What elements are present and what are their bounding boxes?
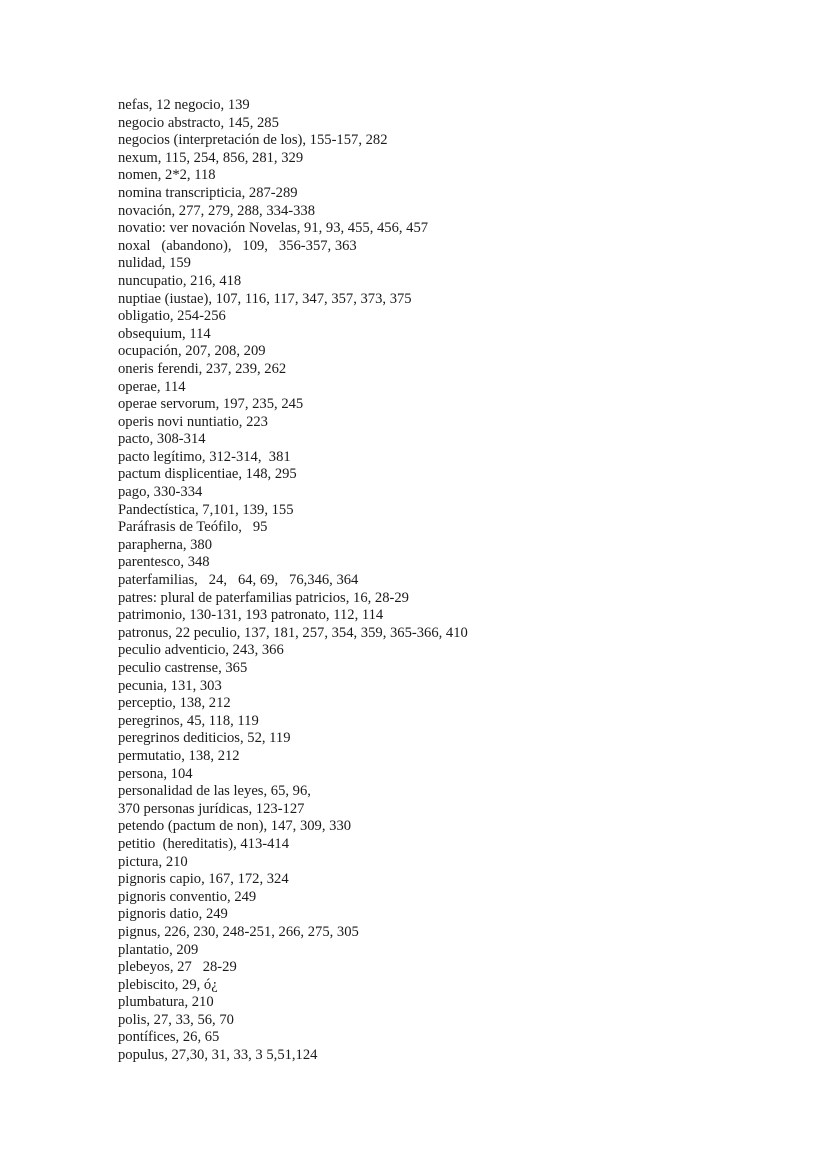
index-entry: petendo (pactum de non), 147, 309, 330 <box>118 818 352 835</box>
index-entry: negocios (interpretación de los), 155-157, 282 <box>118 132 388 149</box>
index-entry: novación, 277, 279, 288, 334-338 <box>118 202 315 219</box>
index-entry: pactum displicentiae, 148, 295 <box>118 466 297 483</box>
index-entry: patrimonio, 130-131, 193 patronato, 112, 114 <box>118 607 384 624</box>
index-entry: nulidad, 159 <box>118 255 191 272</box>
index-entry: populus, 27,30, 31, 33, 3 5,51,124 <box>118 1047 318 1064</box>
index-entry: plumbatura, 210 <box>118 994 214 1011</box>
index-entry: novatio: ver novación Novelas, 91, 93, 455, 456, 457 <box>118 220 429 237</box>
index-entry: obsequium, 114 <box>118 325 211 342</box>
index-entry: operis novi nuntiatio, 223 <box>118 413 268 430</box>
index-entry: nefas, 12 negocio, 139 <box>118 97 250 113</box>
index-entry: nuncupatio, 216, 418 <box>118 272 242 289</box>
index-entry: negocio abstracto, 145, 285 <box>118 114 279 131</box>
index-entry: operae, 114 <box>118 378 186 395</box>
index-entry: obligatio, 254-256 <box>118 308 226 325</box>
index-entry: nomina transcripticia, 287-289 <box>118 184 298 201</box>
index-entry: pignoris datio, 249 <box>118 906 228 923</box>
index-entry: persona, 104 <box>118 765 193 782</box>
index-entry: plantatio, 209 <box>118 941 199 958</box>
index-entry: ocupación, 207, 208, 209 <box>118 343 266 360</box>
index-entry: polis, 27, 33, 56, 70 <box>118 1011 234 1028</box>
index-entry: personalidad de las leyes, 65, 96, <box>118 783 311 800</box>
index-entry: peregrinos, 45, 118, 119 <box>118 712 259 729</box>
index-entry: pontífices, 26, 65 <box>118 1029 220 1046</box>
index-entry: pacto legítimo, 312-314, 381 <box>118 448 291 465</box>
index-entry: noxal (abandono), 109, 356-357, 363 <box>118 237 357 254</box>
index-entry: peregrinos dediticios, 52, 119 <box>118 730 291 747</box>
index-entry: plebiscito, 29, ó¿ <box>118 976 218 993</box>
index-entry: parentesco, 348 <box>118 554 210 571</box>
index-entry: patres: plural de paterfamilias patricios, 16, 28-29 <box>118 589 409 606</box>
index-entry: perceptio, 138, 212 <box>118 695 231 712</box>
index-entry: 370 personas jurídicas, 123-127 <box>118 800 305 817</box>
index-entry: pictura, 210 <box>118 853 188 870</box>
index-entry: pago, 330-334 <box>118 484 203 501</box>
index-entry: pignoris capio, 167, 172, 324 <box>118 871 289 888</box>
index-entry: pignus, 226, 230, 248-251, 266, 275, 305 <box>118 923 359 940</box>
index-entry: nuptiae (iustae), 107, 116, 117, 347, 357, 373, 375 <box>118 290 412 307</box>
index-entry: pignoris conventio, 249 <box>118 888 257 905</box>
index-entry: oneris ferendi, 237, 239, 262 <box>118 360 287 377</box>
index-entry: peculio adventicio, 243, 366 <box>118 642 284 659</box>
index-entry: nexum, 115, 254, 856, 281, 329 <box>118 149 304 166</box>
index-entry: permutatio, 138, 212 <box>118 747 240 764</box>
index-entry: Pandectística, 7,101, 139, 155 <box>118 501 294 518</box>
index-entry: plebeyos, 27 28-29 <box>118 959 237 976</box>
index-list <box>118 97 468 1065</box>
index-entry: pacto, 308-314 <box>118 431 206 448</box>
index-entry: nomen, 2*2, 118 <box>118 167 216 184</box>
index-entry: pecunia, 131, 303 <box>118 677 222 694</box>
index-entry: petitio (hereditatis), 413-414 <box>118 835 290 852</box>
index-entry: parapherna, 380 <box>118 536 213 553</box>
index-entry: peculio castrense, 365 <box>118 660 248 676</box>
index-entry: Paráfrasis de Teófilo, 95 <box>118 519 268 536</box>
index-entry: paterfamilias, 24, 64, 69, 76,346, 364 <box>118 572 359 589</box>
index-entry: patronus, 22 peculio, 137, 181, 257, 354, 359, 365-366, 410 <box>118 624 468 641</box>
index-entry: operae servorum, 197, 235, 245 <box>118 396 304 413</box>
